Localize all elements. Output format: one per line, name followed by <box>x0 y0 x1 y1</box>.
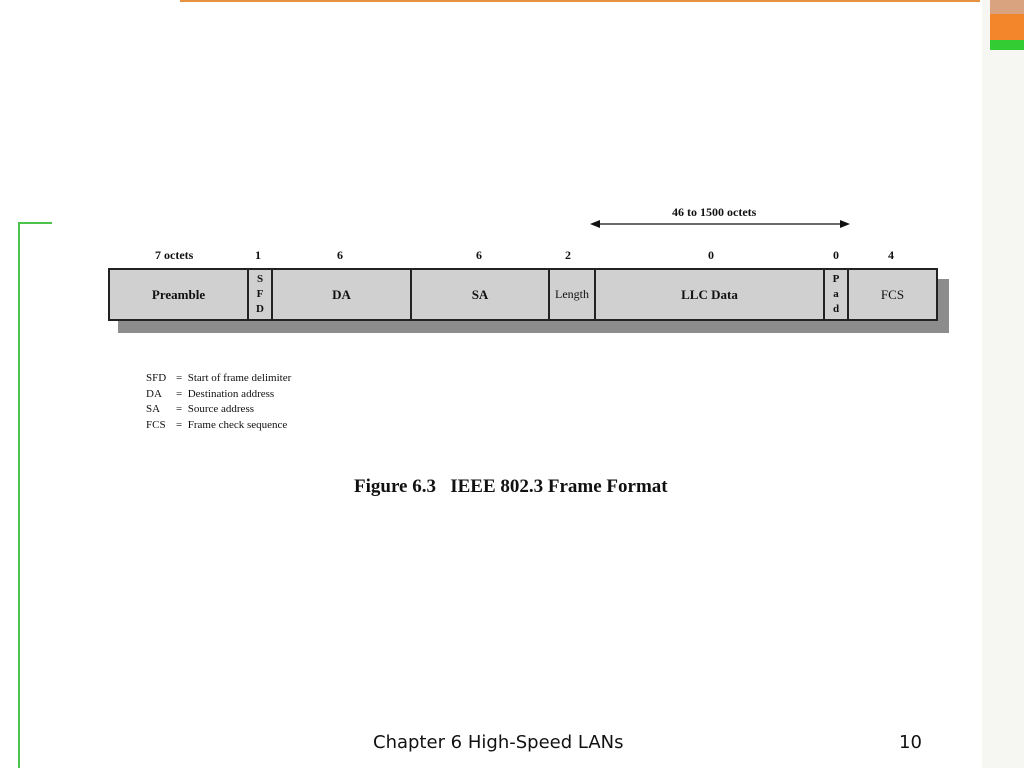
top-rule <box>180 0 980 2</box>
field-pad <box>825 270 849 319</box>
field-llc-data <box>596 270 825 319</box>
page-number: 10 <box>899 732 922 753</box>
frame-format-diagram <box>108 268 938 321</box>
size-label-sfd: 1 <box>255 248 261 262</box>
legend-row: DA = Destination address <box>146 387 275 400</box>
field-preamble <box>110 270 249 319</box>
field-da <box>273 270 412 319</box>
figure-caption: Figure 6.3 IEEE 802.3 Frame Format <box>354 476 668 497</box>
size-label-sa: 6 <box>476 248 482 262</box>
range-label: 46 to 1500 octets <box>672 205 757 219</box>
size-label-pad: 0 <box>833 248 839 262</box>
right-side-strip <box>982 0 1024 768</box>
field-sfd-letter: S <box>256 273 264 285</box>
corner-logo-image <box>990 0 1024 14</box>
field-pad-letter: P <box>832 273 840 285</box>
corner-orange-bar <box>990 14 1024 40</box>
legend-row: SFD = Start of frame delimiter <box>146 372 292 384</box>
field-pad-letter: d <box>832 303 840 315</box>
field-sfd <box>249 270 273 319</box>
corner-green-bar <box>990 40 1024 50</box>
size-label-fcs: 4 <box>888 248 894 262</box>
field-da-label: DA <box>332 286 351 302</box>
size-label-preamble: 7 octets <box>155 248 194 262</box>
legend-row: FCS = Frame check sequence <box>146 418 288 431</box>
left-horizontal-rule <box>18 222 52 224</box>
field-sa <box>412 270 550 319</box>
size-label-llc-data: 0 <box>708 248 714 262</box>
field-preamble-label: Preamble <box>151 286 206 302</box>
footer-chapter-title: Chapter 6 High-Speed LANs <box>373 732 624 753</box>
left-vertical-rule <box>18 222 20 768</box>
abbreviation-legend <box>146 371 291 433</box>
field-fcs <box>849 270 936 319</box>
legend-row: SA = Source address <box>146 403 255 415</box>
field-length <box>550 270 596 319</box>
field-llc-data-label: LLC Data <box>681 286 738 302</box>
size-label-da: 6 <box>337 248 343 262</box>
field-pad-letter: a <box>833 288 839 300</box>
size-label-length: 2 <box>565 248 571 262</box>
field-sa-label: SA <box>471 286 489 302</box>
field-length-label: Length <box>555 287 589 301</box>
field-fcs-label: FCS <box>880 286 905 302</box>
field-sfd-letter: F <box>256 288 264 300</box>
field-sfd-letter: D <box>256 303 264 315</box>
